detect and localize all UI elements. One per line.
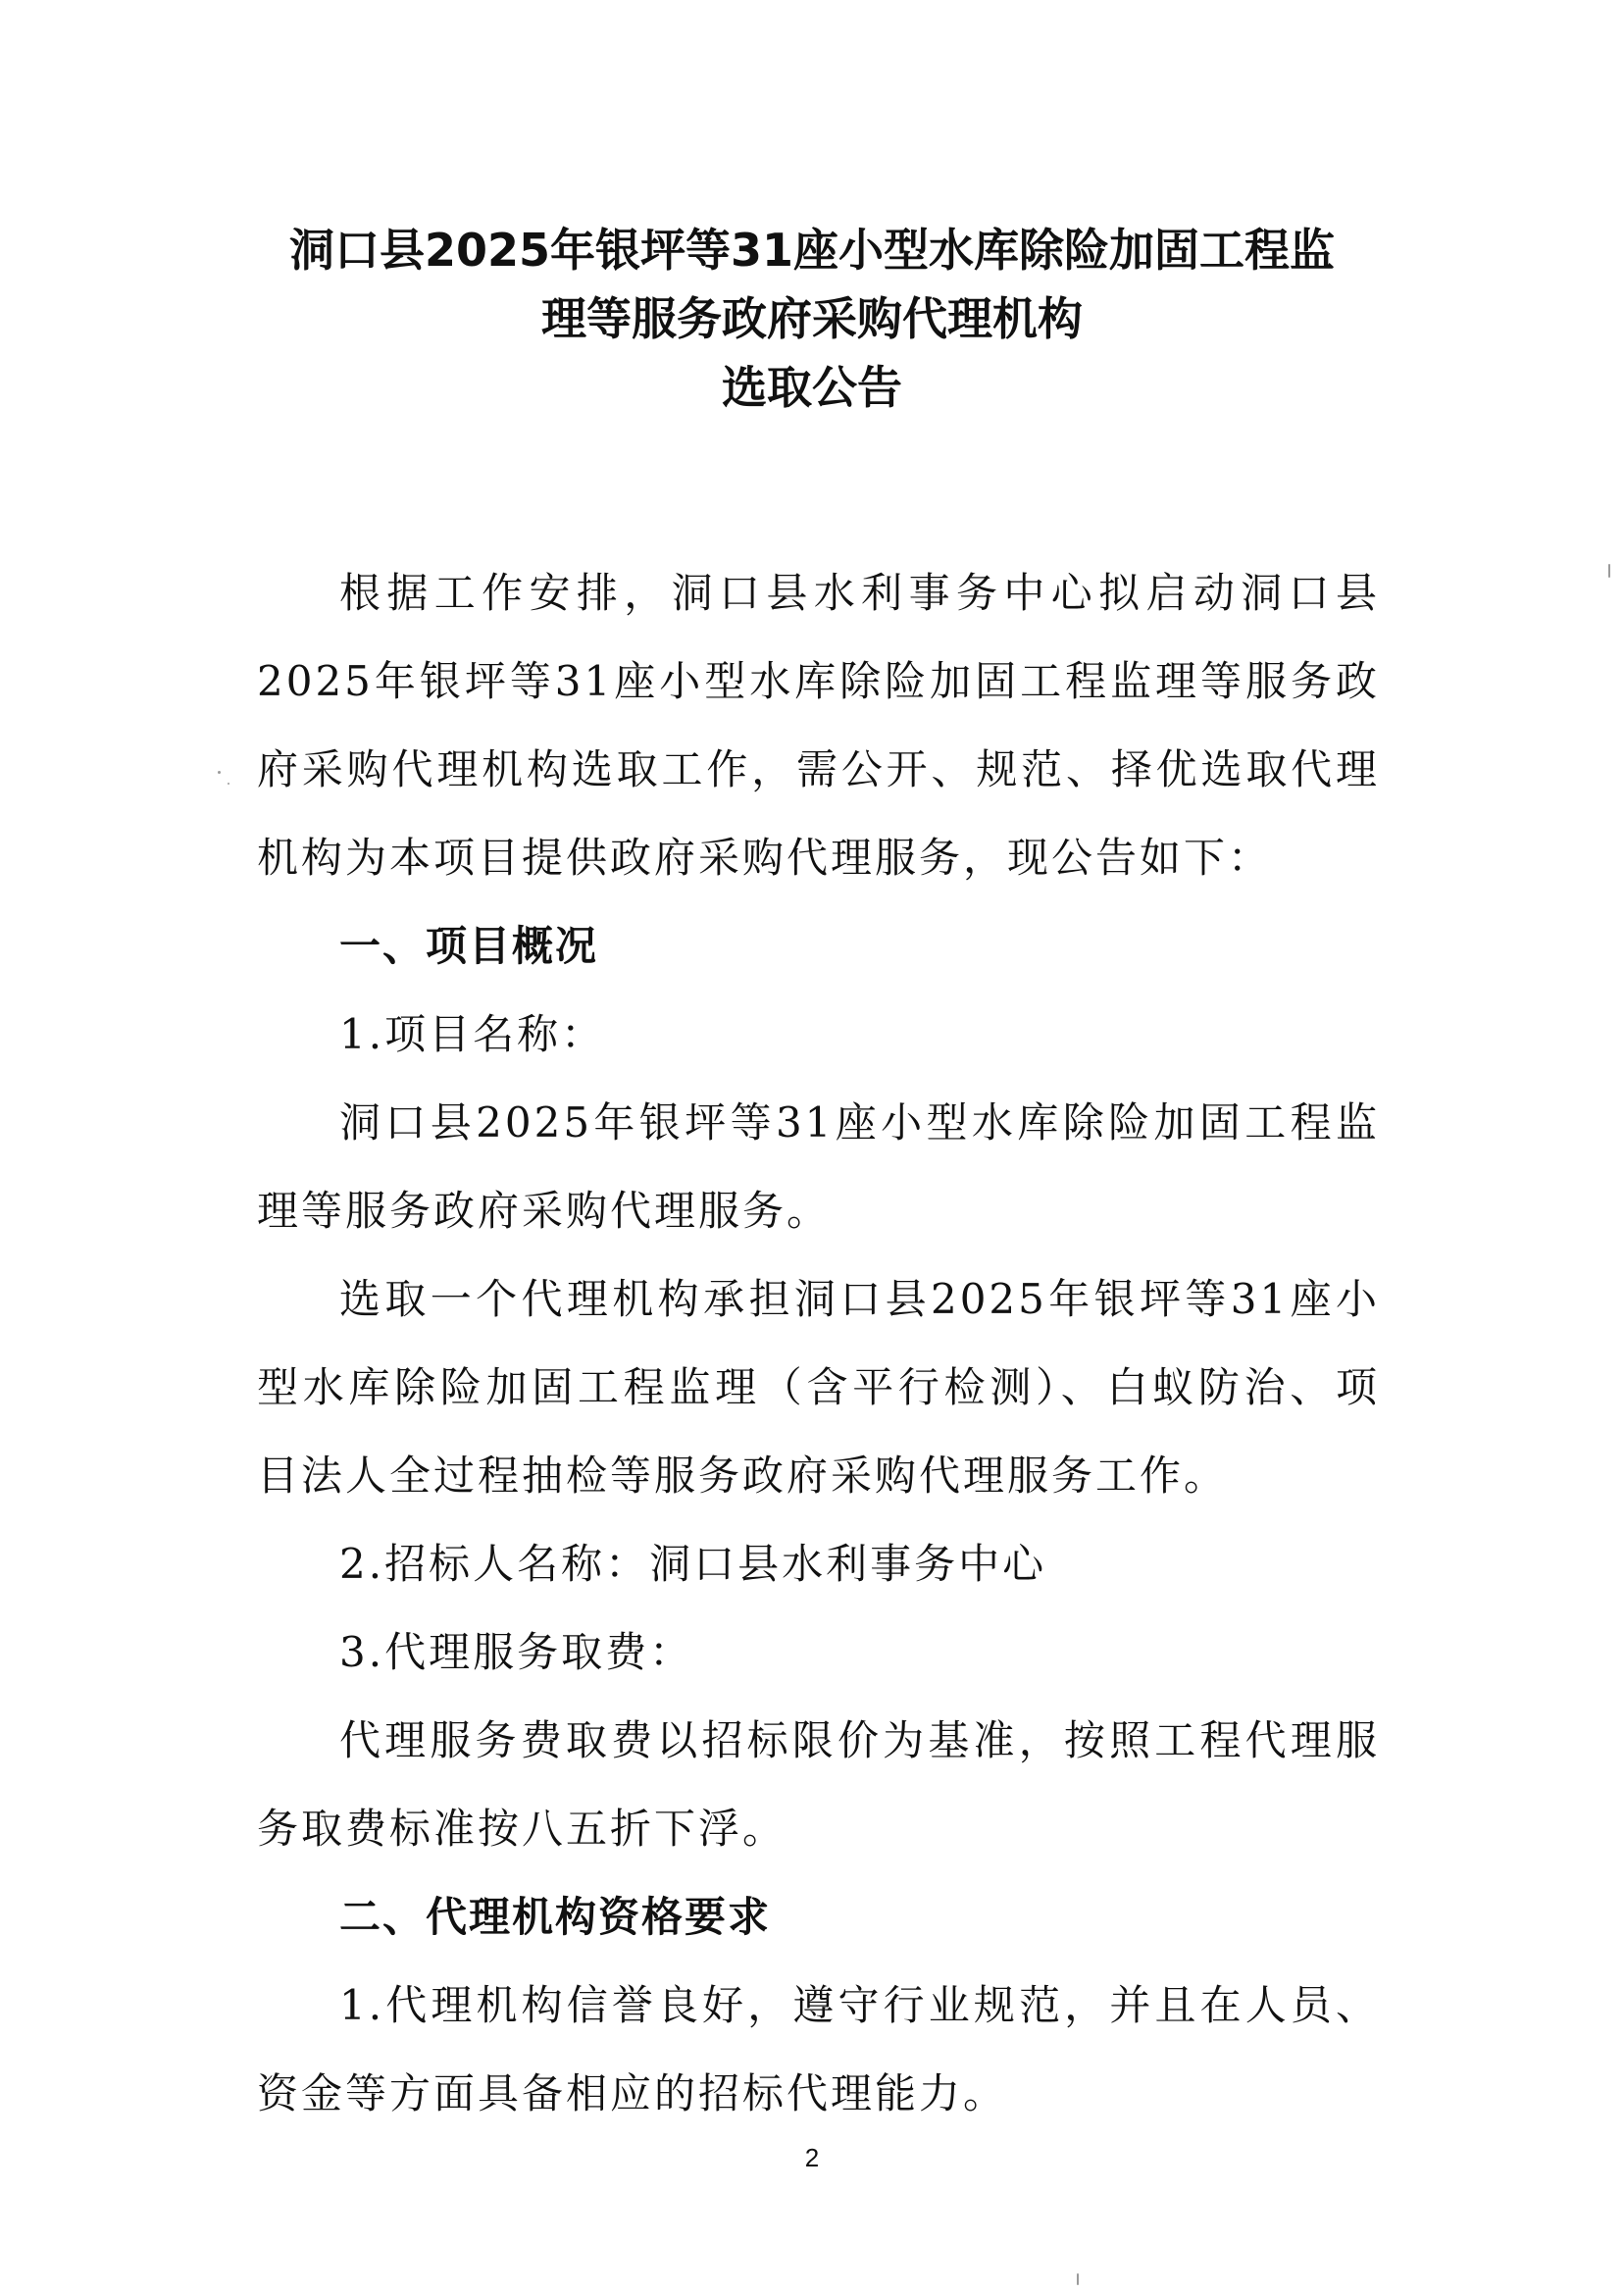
scan-speck — [228, 783, 229, 785]
scan-speck — [1077, 2273, 1079, 2285]
section-1-item-3-label: 3.代理服务取费： — [339, 1628, 694, 1676]
document-title — [0, 216, 1624, 422]
page-number: 2 — [804, 2143, 820, 2172]
section-1-heading: 一、项目概况 — [339, 922, 599, 970]
section-1-item-1-value: 洞口县2025年银坪等31座小型水库除险加固工程监理等服务政府采购代理服务。 — [257, 1098, 1380, 1235]
section-1-item-1-description: 选取一个代理机构承担洞口县2025年银坪等31座小型水库除险加固工程监理（含平行检测）、白蚁防治、项目法人全过程抽检等服务政府采购代理服务工作。 — [257, 1275, 1380, 1500]
title-line-3: 选取公告 — [722, 361, 902, 414]
title-line-2: 理等服务政府采购代理机构 — [541, 292, 1083, 345]
section-1-item-3-value: 代理服务费取费以招标限价为基准，按照工程代理服务取费标准按八五折下浮。 — [257, 1716, 1380, 1853]
section-2-heading: 二、代理机构资格要求 — [339, 1893, 772, 1941]
intro-paragraph: 根据工作安排，洞口县水利事务中心拟启动洞口县2025年银坪等31座小型水库除险加固工程监理等服务政府采购代理机构选取工作，需公开、规范、择优选取代理机构为本项目提供政府采购代理服务，现公告如下： — [257, 569, 1380, 882]
section-1-item-2: 2.招标人名称：洞口县水利事务中心 — [339, 1540, 1047, 1588]
scan-speck — [218, 771, 221, 774]
section-1-item-1-label: 1.项目名称： — [339, 1010, 606, 1058]
title-line-1: 洞口县2025年银坪等31座小型水库除险加固工程监 — [288, 224, 1336, 277]
scan-speck — [1608, 564, 1610, 578]
section-2-item-1: 1.代理机构信誉良好，遵守行业规范，并且在人员、资金等方面具备相应的招标代理能力。 — [257, 1981, 1380, 2117]
body-text — [257, 549, 1380, 2138]
